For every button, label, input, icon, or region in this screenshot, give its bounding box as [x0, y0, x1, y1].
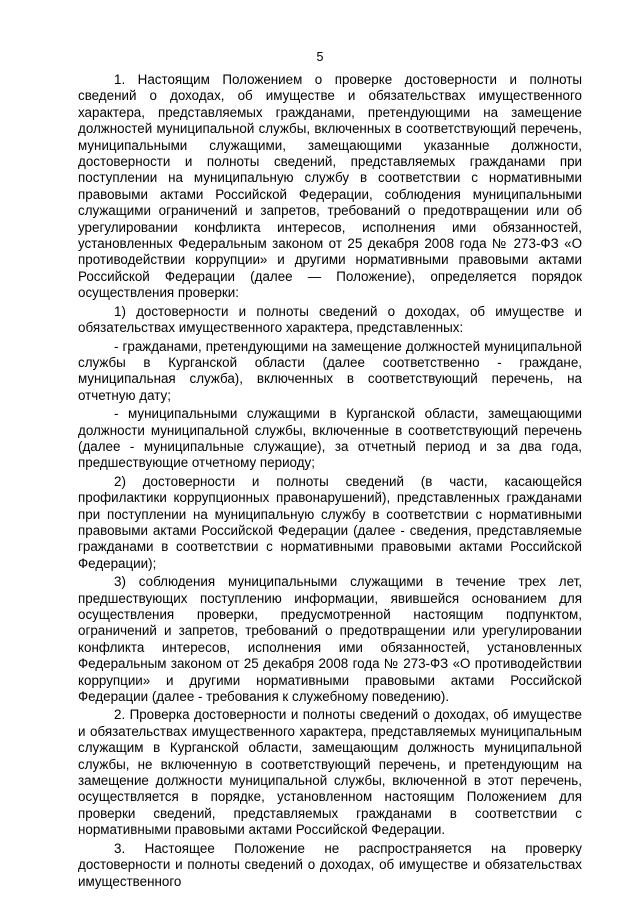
paragraph-3: 3. Настоящее Положение не распространяется на проверку достоверности и полноты сведений о доходах, об имуществе и обязательствах имущественного — [78, 840, 582, 889]
paragraph-1-item-3: 3) соблюдения муниципальными служащими в течение трех лет, предшествующих поступлению информации, явившейся основанием для осуществления проверки, предусмотренной настоящим подпунктом, ограничений и запретов, требований о предотвращении или урегулировании конфликта интересов, исполнения ими обязанностей, установленных Федеральным законом от 25 декабря 2008 года № 273-ФЗ «О противодействии коррупции» и другими нормативными правовыми актами Российской Федерации (далее - требования к служебному поведению). — [78, 574, 582, 705]
paragraph-1: 1. Настоящим Положением о проверке достоверности и полноты сведений о доходах, об имуществе и обязательствах имущественного характера, представляемых гражданами, претендующими на замещение должностей муниципальной службы, включенных в соответствующий перечень, муниципальными служащими, замещающими указанные должности, достоверности и полноты сведений, представляемых гражданами при поступлении на муниципальную службу в соответствии с нормативными правовыми актами Российской Федерации, соблюдения муниципальными служащими ограничений и запретов, требований о предотвращении или об урегулировании конфликта интересов, исполнения ими обязанностей, установленных Федеральным законом от 25 декабря 2008 года № 273-ФЗ «О противодействии коррупции» и другими нормативными правовыми актами Российской Федерации (далее — Положение), определяется порядок осуществления проверки: — [78, 72, 582, 301]
page-number: 5 — [316, 50, 324, 64]
paragraph-1-item-1-dash-citizens: - гражданами, претендующими на замещение должностей муниципальной службы в Курганской области (далее соответственно - граждане, муниципальная служба), включенных в соответствующий перечень, на отчетную дату; — [78, 338, 582, 403]
paragraph-2: 2. Проверка достоверности и полноты сведений о доходах, об имуществе и обязательствах имущественного характера, представляемых муниципальным служащим в Курганской области, замещающим должность муниципальной службы, не включенную в соответствующий перечень, и претендующим на замещение должности муниципальной службы, включенной в этот перечень, осуществляется в порядке, установленном настоящим Положением для проверки сведений, представляемых гражданами в соответствии с нормативными правовыми актами Российской Федерации. — [78, 707, 582, 838]
document-body — [78, 72, 582, 892]
paragraph-1-item-1-dash-employees: - муниципальными служащими в Курганской области, замещающими должности муниципальной службы, включенные в соответствующий перечень (далее - муниципальные служащие), за отчетный период и за два года, предшествующие отчетному периоду; — [78, 406, 582, 471]
paragraph-1-item-1: 1) достоверности и полноты сведений о доходах, об имуществе и обязательствах имущественного характера, представленных: — [78, 303, 582, 336]
paragraph-1-item-2: 2) достоверности и полноты сведений (в части, касающейся профилактики коррупционных правонарушений), представленных гражданами при поступлении на муниципальную службу в соответствии с нормативными правовыми актами Российской Федерации (далее - сведения, представляемые гражданами в соответствии с нормативными правовыми актами Российской Федерации); — [78, 473, 582, 571]
